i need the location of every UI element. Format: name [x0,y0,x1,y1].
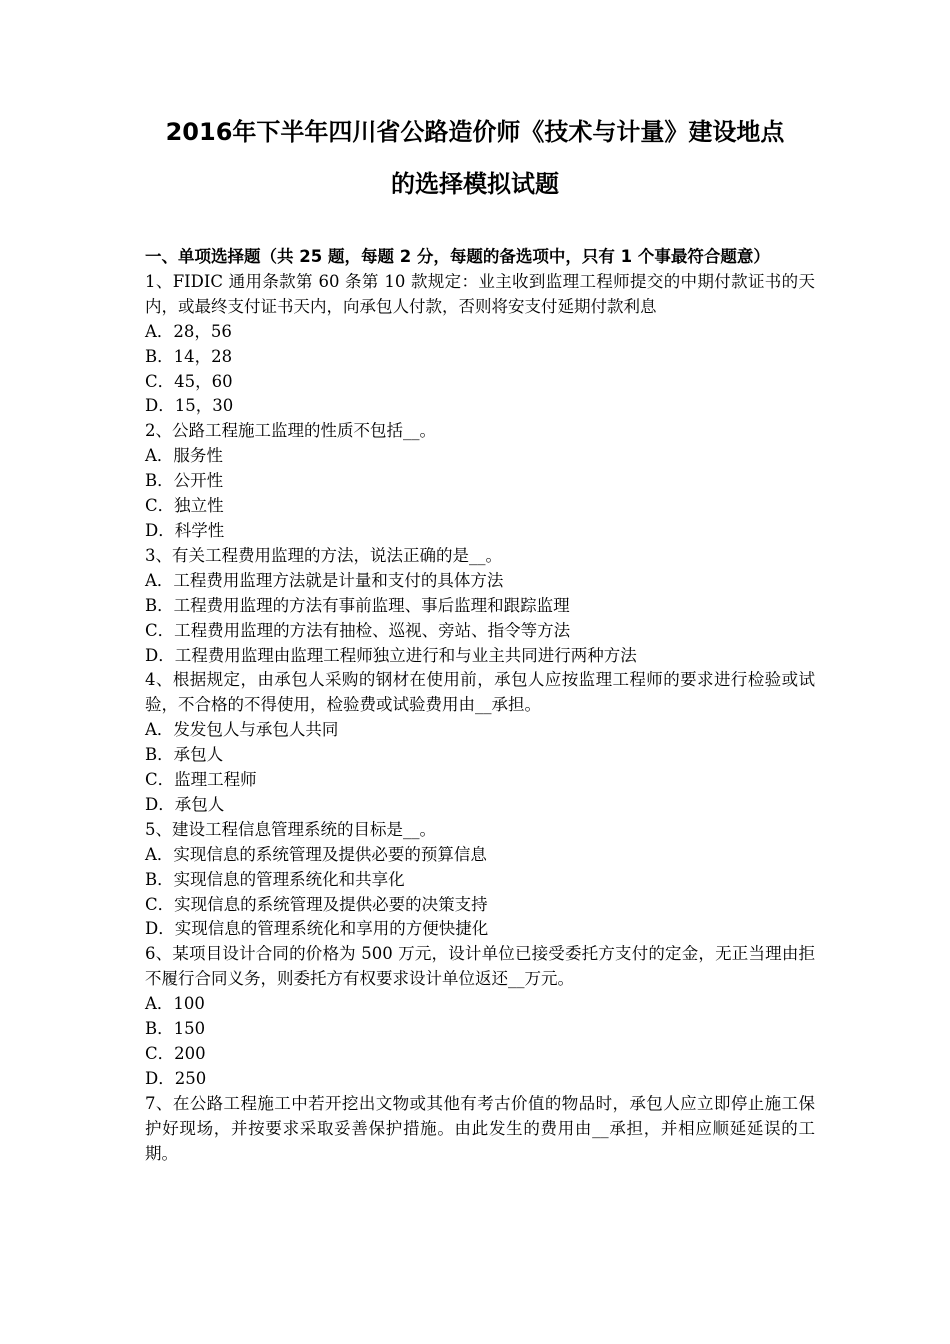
answer-option: B．公开性 [145,471,224,491]
question-block [145,668,815,817]
question-block [145,419,815,544]
answer-option: B．实现信息的管理系统化和共享化 [145,869,405,889]
answer-option: A．实现信息的系统管理及提供必要的预算信息 [145,844,487,864]
answer-option: D．15，30 [145,396,234,416]
answer-option: D．科学性 [145,520,225,540]
answer-option: C．独立性 [145,496,224,516]
question-stem: 5、建设工程信息管理系统的目标是__。 [145,819,436,839]
answer-option: A．28，56 [145,321,232,341]
question-stem: 6、某项目设计合同的价格为 500 万元，设计单位已接受委托方支付的定金，无正当理由拒不履行合同义务，则委托方有权要求设计单位返还__万元。 [145,944,815,989]
answer-option: A．100 [145,994,205,1014]
document-title-line-2: 的选择模拟试题 [391,170,559,198]
answer-option: B．工程费用监理的方法有事前监理、事后监理和跟踪监理 [145,595,570,615]
answer-option: A．发发包人与承包人共同 [145,720,339,740]
answer-option: D．实现信息的管理系统化和享用的方便快捷化 [145,919,489,939]
answer-option: C．工程费用监理的方法有抽检、巡视、旁站、指令等方法 [145,620,571,640]
answer-option: A．服务性 [145,446,223,466]
answer-option: B．承包人 [145,745,224,765]
question-stem: 4、根据规定，由承包人采购的钢材在使用前，承包人应按监理工程师的要求进行检验或试验，不合格的不得使用，检验费或试验费用由__承担。 [145,670,815,715]
document-body [145,245,815,1167]
question-block [145,818,815,943]
question-stem: 2、公路工程施工监理的性质不包括__。 [145,421,436,441]
question-block [145,1092,815,1167]
answer-option: C．45，60 [145,371,233,391]
question-list [145,270,815,1167]
question-stem: 7、在公路工程施工中若开挖出文物或其他有考古价值的物品时，承包人应立即停止施工保护好现场，并按要求采取妥善保护措施。由此发生的费用由__承担，并相应顺延延误的工期。 [145,1093,815,1163]
question-block [145,942,815,1091]
answer-option: C．200 [145,1044,206,1063]
answer-option: C．监理工程师 [145,770,257,790]
answer-option: C．实现信息的系统管理及提供必要的决策支持 [145,894,488,914]
answer-option: D．承包人 [145,794,225,814]
answer-option: D．250 [145,1068,207,1088]
answer-option: D．工程费用监理由监理工程师独立进行和与业主共同进行两种方法 [145,645,637,665]
question-block [145,270,815,419]
question-stem: 1、FIDIC 通用条款第 60 条第 10 款规定：业主收到监理工程师提交的中期付款证书的天内，或最终支付证书天内，向承包人付款，否则将安支付延期付款利息 [145,271,815,316]
question-stem: 3、有关工程费用监理的方法，说法正确的是__。 [145,545,502,565]
question-block [145,544,815,669]
section-heading: 一、单项选择题（共 25 题，每题 2 分，每题的备选项中，只有 1 个事最符合题意） [145,247,770,266]
answer-option: A．工程费用监理方法就是计量和支付的具体方法 [145,570,504,590]
answer-option: B．14，28 [145,346,233,366]
document-title-line-1: 2016年下半年四川省公路造价师《技术与计量》建设地点 [165,118,785,146]
answer-option: B．150 [145,1019,206,1039]
